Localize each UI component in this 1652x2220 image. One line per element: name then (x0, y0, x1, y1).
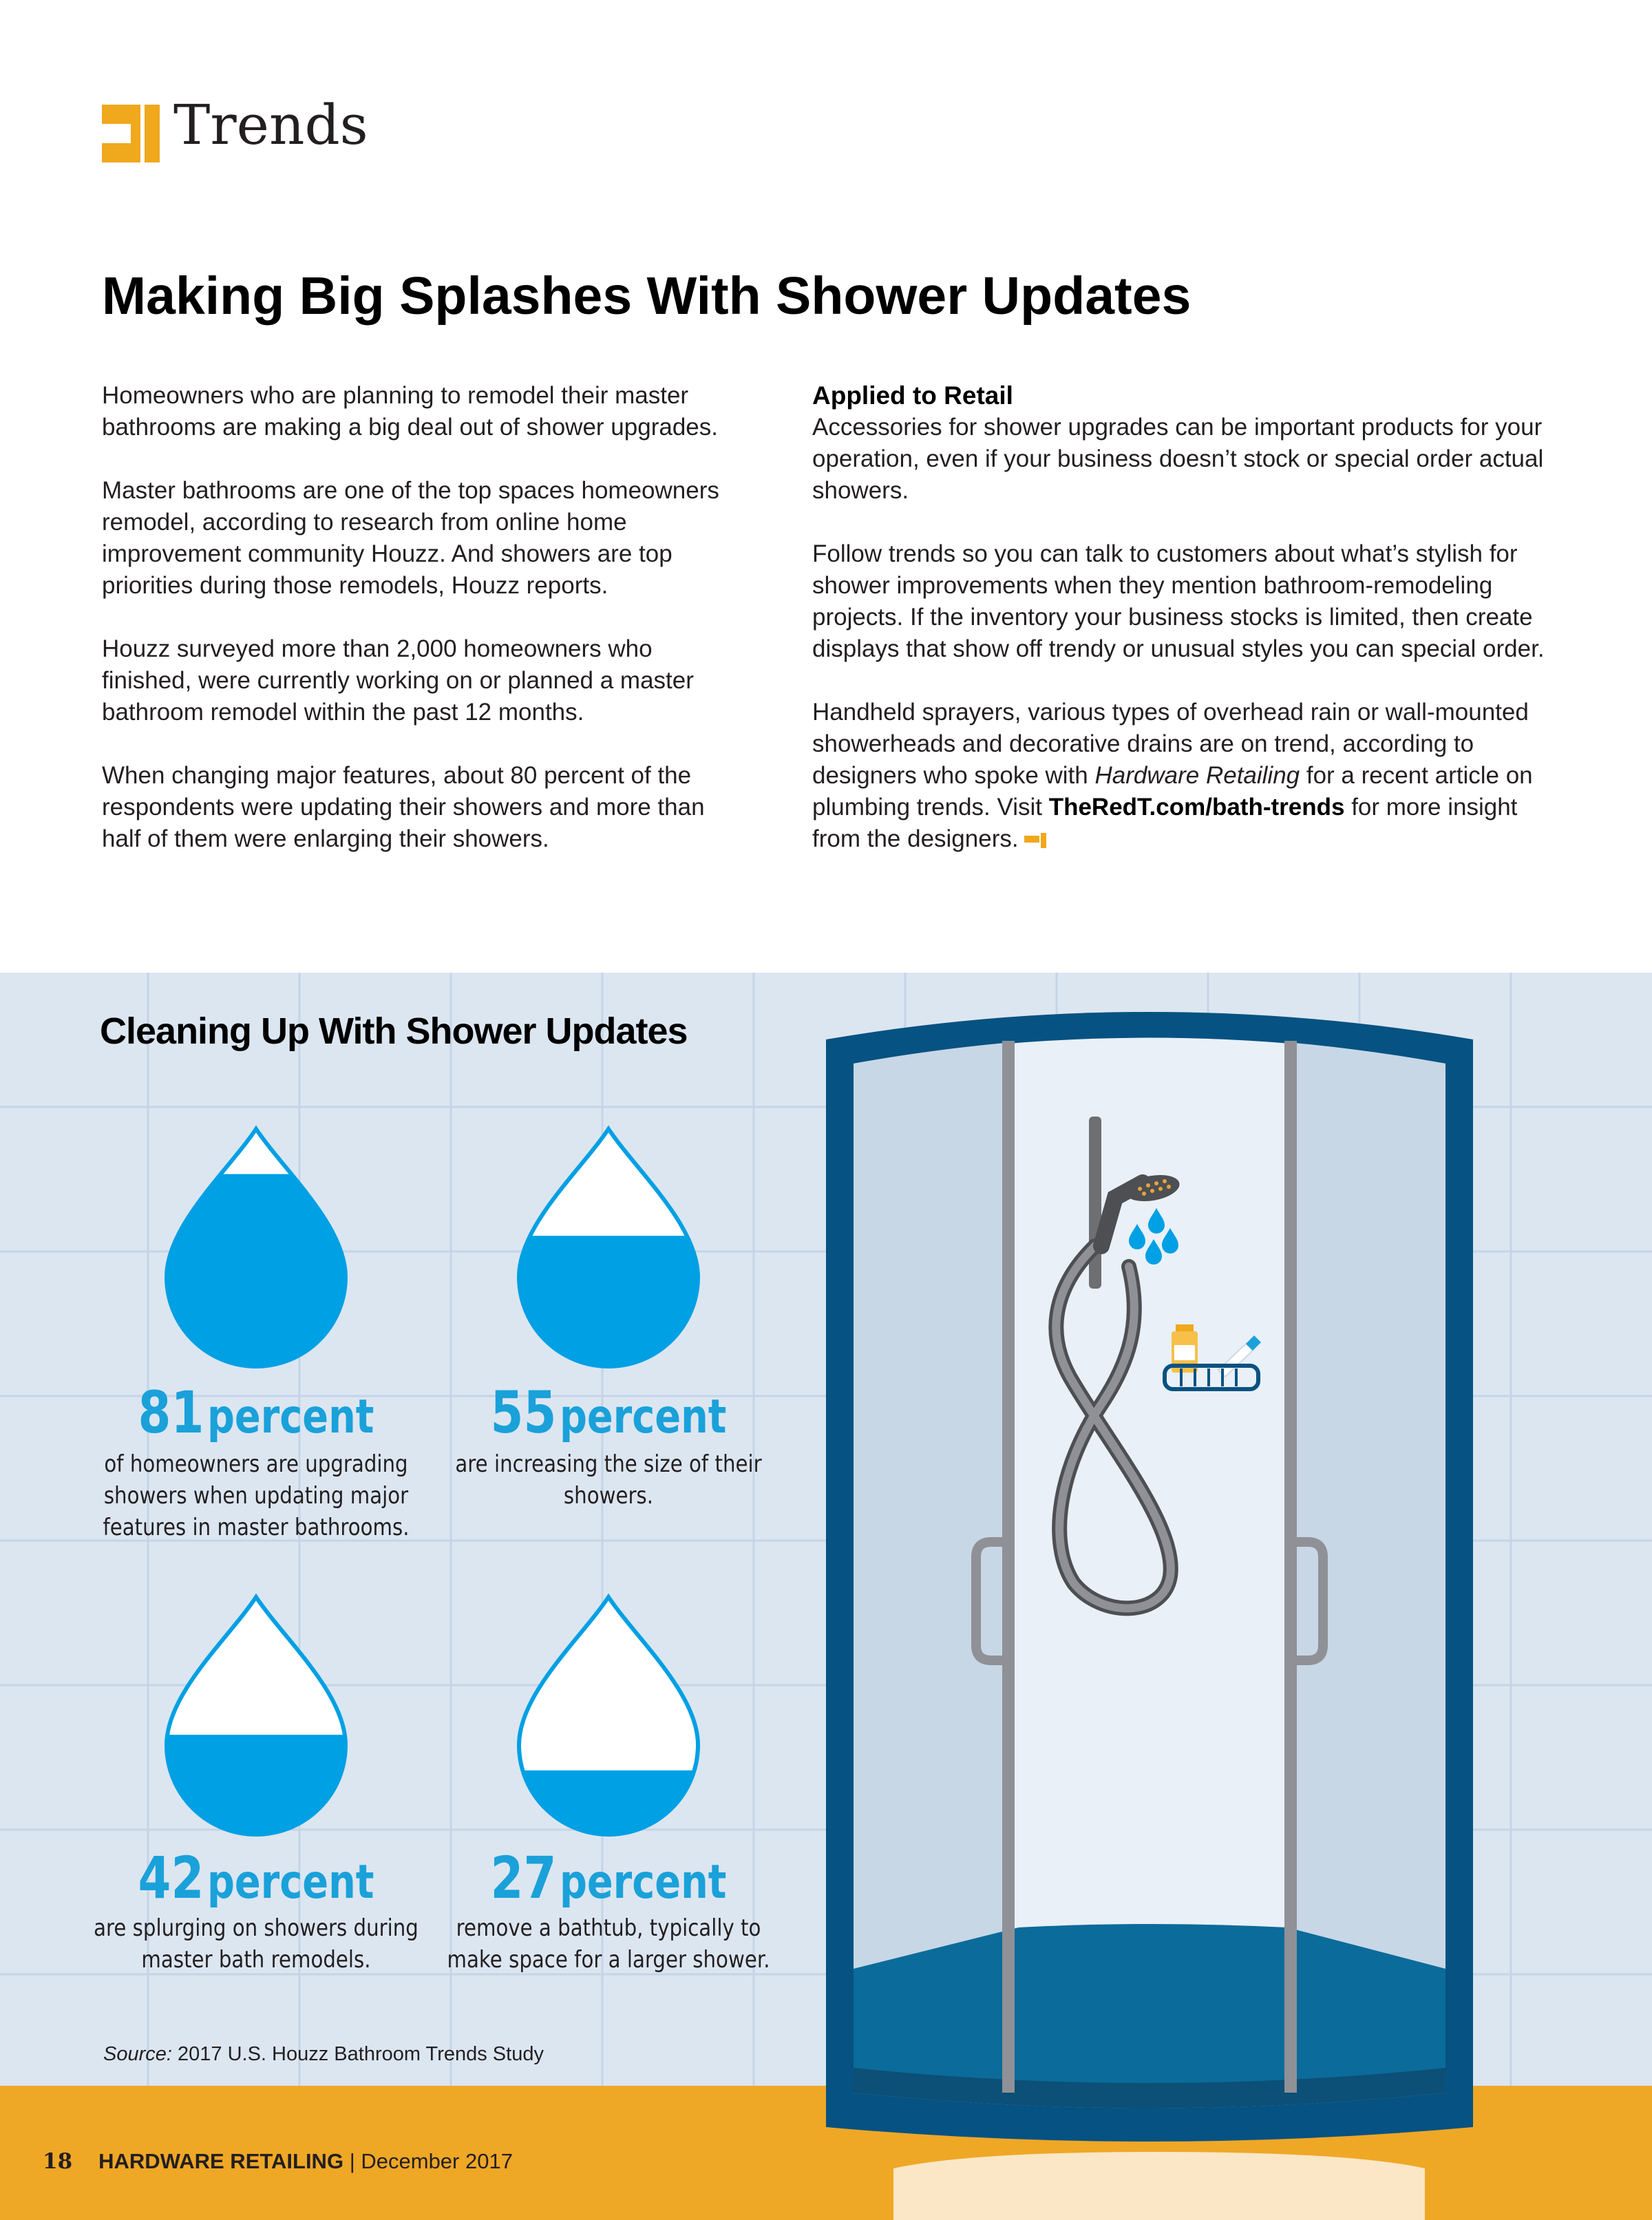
glass-panel-left (854, 1042, 1012, 2093)
body-paragraph: Homeowners who are planning to remodel their master bathrooms are making a big deal out of shower upgrades. (102, 382, 718, 441)
section-label: Trends (173, 93, 368, 157)
body-paragraph: When changing major features, about 80 percent of the respondents were updating their showers and more than half of them were enlarging their showers. (102, 762, 705, 852)
page-footer (43, 2149, 513, 2174)
source-text: 2017 U.S. Houzz Bathroom Trends Study (178, 2043, 544, 2065)
body-paragraph: Follow trends so you can talk to customers about what’s stylish for shower improvements when they mention bathroom-remodeling projects. If the inventory your business stocks is limited, then create displays that show off trendy or unusual styles you can special order. (812, 540, 1545, 662)
page-number: 18 (43, 2149, 73, 2174)
body-paragraph: Houzz surveyed more than 2,000 homeowners who finished, were currently working on or planned a master bathroom remodel within the past 12 months. (102, 635, 694, 726)
stat-unit: percent (559, 1390, 727, 1444)
stat-number: 42 (138, 1844, 204, 1912)
footer-separator: | (349, 2149, 355, 2173)
stat-number: 81 (138, 1379, 204, 1446)
stat-description: of homeowners are upgrading showers when updating major features in master bathrooms. (103, 1450, 410, 1541)
source-label: Source: (103, 2043, 172, 2065)
text-run: Handheld sprayers, various types of overhead rain or wall-mounted showerheads and decorative drains are on trend, according to designers who spoke with (812, 699, 1529, 789)
stat-number: 27 (490, 1844, 557, 1912)
door-post-right (1284, 1041, 1297, 2093)
slide-bar (1089, 1117, 1101, 1289)
stat-unit: percent (206, 1855, 374, 1910)
door-post-left (1002, 1041, 1015, 2093)
magazine-name: HARDWARE RETAILING (98, 2149, 344, 2173)
stat-description: remove a bathtub, typically to make space for a larger shower. (447, 1914, 770, 1974)
bath-mat (893, 2152, 1425, 2220)
page-title: Making Big Splashes With Shower Updates (102, 266, 1192, 326)
infographic-title: Cleaning Up With Shower Updates (100, 1011, 688, 1052)
stat-unit: percent (206, 1390, 374, 1444)
bath-trends-link[interactable]: TheRedT.com/bath-trends (1048, 794, 1345, 821)
text-run: for more insight from the designers. (812, 794, 1518, 852)
body-paragraph: Master bathrooms are one of the top spaces homeowners remodel, according to research from online home improvement community Houzz. And showers are top priorities during those remodels, Houzz reports. (102, 477, 719, 599)
body-paragraph: Accessories for shower upgrades can be important products for your operation, even if your business doesn’t stock or special order actual showers. (812, 414, 1544, 504)
issue-date: December 2017 (361, 2149, 513, 2173)
stat-number: 55 (490, 1379, 557, 1446)
stat-description: are splurging on showers during master bath remodels. (94, 1914, 419, 1974)
subheading-applied-to-retail: Applied to Retail (812, 381, 1013, 410)
stat-unit: percent (559, 1855, 727, 1910)
text-run: for a recent article on plumbing trends. Visit (812, 762, 1533, 821)
publication-name: Hardware Retailing (1094, 762, 1300, 789)
stat-description: are increasing the size of their showers. (455, 1450, 762, 1510)
